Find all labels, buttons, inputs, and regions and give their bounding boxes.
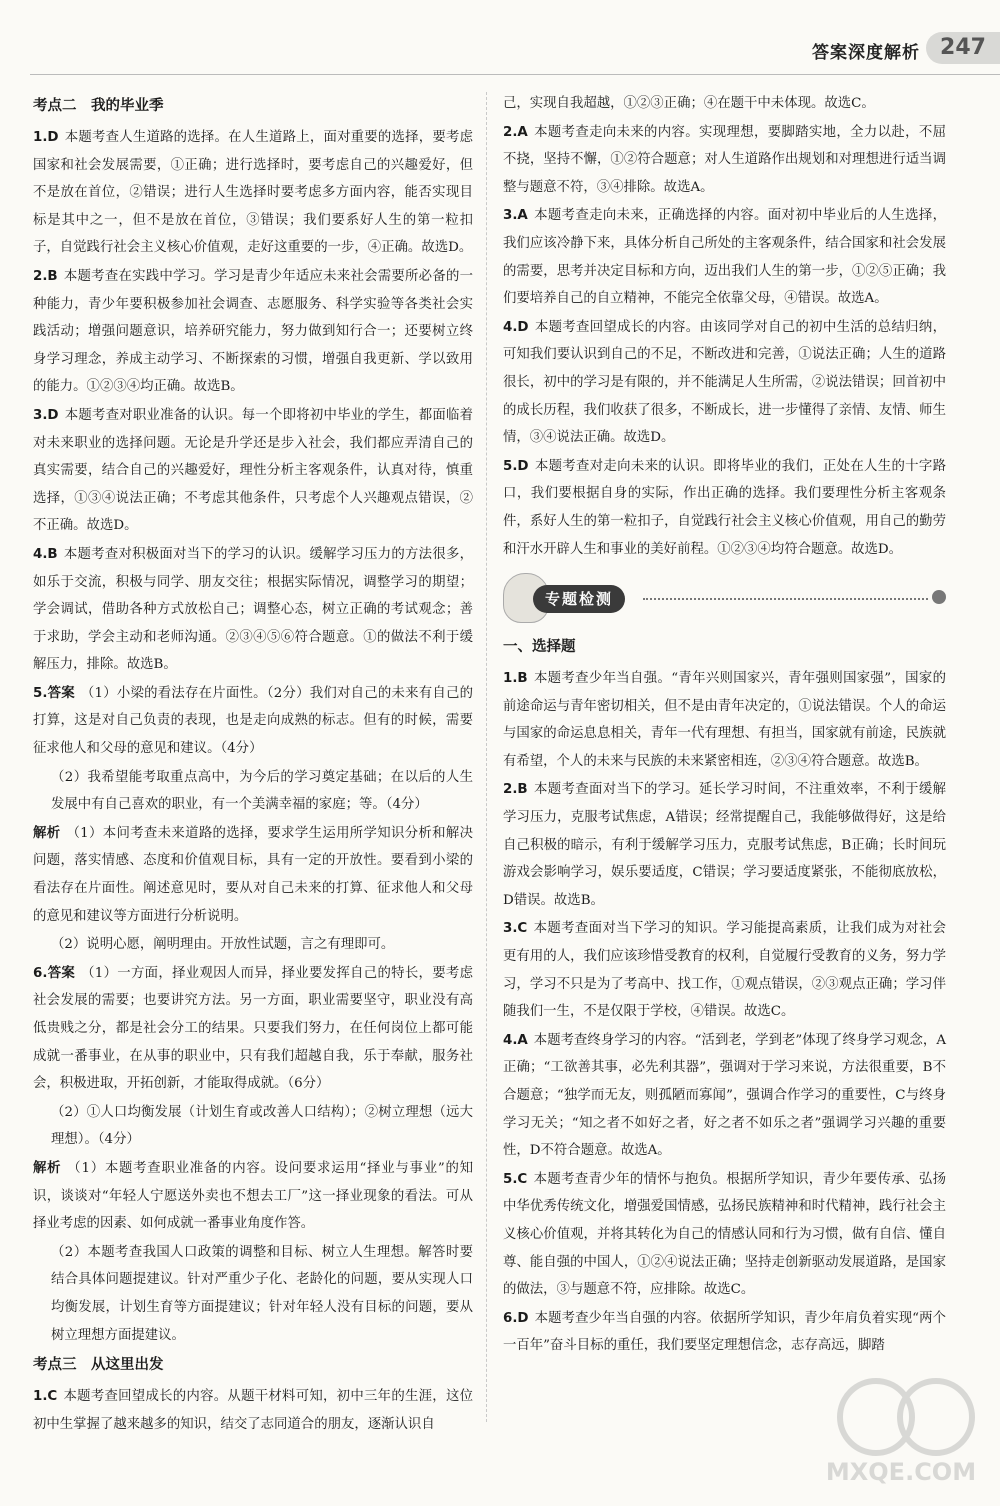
answer-text: 本题考查对积极面对当下的学习的认识。缓解学习压力的方法很多，如乐于交流，积极与同学、朋友交往；根据实际情况，调整学习的期望；学会调试，借助各种方式放松自己；调整心态，树立正确的考试观念；善于求助，学会主动和老师沟通。②③④⑤⑥符合题意。①的做法不利于缓解压力，排除。故选B。 (33, 546, 473, 673)
answer-item (503, 776, 946, 914)
answer-label: 2.B (33, 268, 58, 284)
answer-item (503, 90, 946, 118)
answer-text: 本题考查走向未来的内容。实现理想，要脚踏实地，全力以赴，不屈不挠，坚持不懈，①②符合题意；对人生道路作出规划和对理想进行适当调整与题意不符，③④排除。故选A。 (503, 124, 946, 195)
page-header (0, 30, 1000, 70)
answer-item (503, 314, 946, 452)
answer-item (33, 263, 473, 401)
answer-label: 4.B (33, 546, 58, 562)
right-bottom-items (503, 665, 946, 1360)
answer-text: 本题考查回望成长的内容。由该同学对自己的初中生活的总结归纳，可知我们要认识到自己的不足，不断改进和完善，①说法正确；人生的道路很长，初中的学习是有限的，并不能满足人生所需，②说法错误；回首初中的成长历程，我们收获了很多，不断成长，进一步懂得了亲情、友情、师生情，③④说法正确。故选D。 (503, 319, 946, 446)
header-rule (30, 74, 1000, 75)
answer-text: （2）我希望能考取重点高中，为今后的学习奠定基础；在以后的人生发展中有自己喜欢的职业，有一个美满幸福的家庭；等。（4分） (51, 769, 473, 813)
answer-text: 本题考查在实践中学习。学习是青少年适应未来社会需要所必备的一种能力，青少年要积极参加社会调查、志愿服务、科学实验等各类社会实践活动；增强问题意识，培养研究能力，努力做到知行合一；还要树立终身学习理念，养成主动学习、不断探索的习惯，增强自我更新、学以致用的能力。①②③④均正确。故选B。 (33, 268, 473, 395)
section-title: 考点三 从这里出发 (33, 1357, 164, 1374)
answer-text: （2）①人口均衡发展（计划生育或改善人口结构）；②树立理想（远大理想）。（4分） (51, 1104, 473, 1148)
answer-label: 3.D (33, 407, 59, 423)
answer-item (503, 119, 946, 202)
answer-label: 1.C (33, 1389, 58, 1405)
answer-label: 4.D (503, 319, 529, 335)
answer-item (503, 453, 946, 563)
answer-item (33, 960, 473, 1098)
answer-text: 本题考查青少年的情怀与抱负。根据所学知识，青少年要传承、弘扬中华优秀传统文化，增强爱国情感，弘扬民族精神和时代精神，践行社会主义核心价值观，并将其转化为自己的情感认同和行为习惯，做有自信、懂自尊、能自强的中国人，①②④说法正确；坚持走创新驱动发展道路，是国家的做法，③与题意不符，应排除。故选C。 (503, 1171, 946, 1298)
answer-item (33, 1383, 473, 1438)
answer-text: 本题考查对走向未来的认识。即将毕业的我们，正处在人生的十字路口，我们要根据自身的实际，作出正确的选择。我们要理性分析主客观条件，系好人生的第一粒扣子，自觉践行社会主义核心价值观，用自己的勤劳和汗水开辟人生和事业的美好前程。①②③④均符合题意。故选D。 (503, 458, 946, 557)
answer-label: 解析 (33, 1160, 62, 1176)
answer-text: （1）本问考查未来道路的选择，要求学生运用所学知识分析和解决问题，落实情感、态度和价值观目标，具有一定的开放性。要看到小梁的看法存在片面性。阐述意见时，要从对自己未来的打算、征求他人和父母的意见和建议等方面进行分析说明。 (33, 825, 473, 924)
answer-item (33, 124, 473, 262)
answer-item (33, 1099, 473, 1154)
answer-text: （2）说明心愿，阐明理由。开放性试题，言之有理即可。 (51, 937, 395, 953)
answer-text: （1）本题考查职业准备的内容。设问要求运用“择业与事业”的知识，谈谈对“年轻人宁愿送外卖也不想去工厂”这一择业现象的看法。可从择业考虑的因素、如何成就一番事业角度作答。 (33, 1160, 473, 1232)
answer-text: 本题考查少年当自强。“青年兴则国家兴，青年强则国家强”，国家的前途命运与青年密切相关，但不是由青年决定的，①说法错误。个人的命运与国家的命运息息相关，青年一代有理想、有担当，国家就有前途，民族就有希望，个人的未来与民族的未来紧密相连，②③④符合题意。故选B。 (503, 671, 946, 769)
answer-text: 己，实现自我超越，①②③正确；④在题干中未体现。故选C。 (503, 96, 875, 111)
answer-item (33, 820, 473, 930)
section-banner (503, 571, 946, 627)
answer-text: 本题考查面对当下的学习。延长学习时间，不注重效率，不利于缓解学习压力，克服考试焦虑，A错误；经常提醒自己，我能够做得好，这是给自己积极的暗示，有利于缓解学习压力，克服考试焦虑，B正确；长时间玩游戏会影响学习，娱乐要适度，C错误；学习要适度紧张，不能彻底放松，D错误。故选B。 (503, 782, 946, 908)
answer-label: 5.C (503, 1171, 528, 1187)
banner-label: 专题检测 (533, 585, 625, 613)
banner-dotted-line (643, 598, 928, 600)
answer-label: 解析 (33, 825, 61, 841)
section-title: 考点二 我的毕业季 (33, 98, 164, 114)
header-title: 答案深度解析 (812, 43, 920, 63)
answer-text: 本题考查少年当自强的内容。依据所学知识，青少年肩负着实现“两个一百年”奋斗目标的重任，我们要坚定理想信念，志存高远，脚踏 (503, 1310, 946, 1354)
answer-text: 本题考查走向未来，正确选择的内容。面对初中毕业后的人生选择，我们应该冷静下来，具体分析自己所处的主客观条件，结合国家和社会发展的需要，思考并决定目标和方向，迈出我们人生的第一步，①②⑤正确；我们要培养自己的自立精神，不能完全依靠父母，④错误。故选A。 (503, 208, 946, 307)
watermark-text: MXQE.COM (825, 1458, 977, 1486)
answer-item (33, 402, 473, 540)
answer-item (503, 1166, 946, 1304)
answer-text: （2）本题考查我国人口政策的调整和目标、树立人生理想。解答时要结合具体问题提建议。针对严重少子化、老龄化的问题，要从实现人口均衡发展，计划生育等方面提建议；针对年轻人没有目标的问题，要从树立理想方面提建议。 (51, 1244, 473, 1343)
answer-label: 6.D (503, 1310, 529, 1326)
answer-item (503, 915, 946, 1025)
answer-text: 本题考查人生道路的选择。在人生道路上，面对重要的选择，要考虑国家和社会发展需要，①正确；进行选择时，要考虑自己的兴趣爱好，但不是放在首位，②错误；进行人生选择时要考虑多方面内容，能否实现目标是其中之一，但不是放在首位，③错误；我们要系好人生的第一粒扣子，自觉践行社会主义核心价值观，走好这重要的一步，④正确。故选D。 (33, 130, 473, 256)
answer-text: 本题考查回望成长的内容。从题干材料可知，初中三年的生涯，这位初中生掌握了越来越多的知识，结交了志同道合的朋友，逐渐认识自 (33, 1389, 473, 1432)
watermark-logo (816, 1372, 986, 1492)
answer-item (33, 931, 473, 959)
answer-text: （1）小梁的看法存在片面性。（2分）我们对自己的未来有自己的打算，这是对自己负责的表现，也是走向成熟的标志。但有的时候，需要征求他人和父母的意见和建议。（4分） (33, 685, 474, 757)
answer-text: 本题考查对职业准备的认识。每一个即将初中毕业的学生，都面临着对未来职业的选择问题。无论是升学还是步入社会，我们都应弄清自己的真实需要，结合自己的兴趣爱好，理性分析主客观条件，认真对待，慎重选择，①③④说法正确；不考虑其他条件，只考虑个人兴趣观点错误，②不正确。故选D。 (33, 407, 473, 534)
right-top-items (503, 90, 946, 563)
answer-item (503, 202, 946, 312)
answer-label: 1.D (33, 130, 59, 145)
answer-text: 本题考查终身学习的内容。“活到老，学到老”体现了终身学习观念，A正确；“工欲善其事，必先利其器”，强调对于学习来说，方法很重要，B不合题意；“独学而无友，则孤陋而寡闻”，强调合作学习的重要性，C与终身学习无关；“知之者不如好之者，好之者不如乐之者”强调学习兴趣的重要性，D不符合题意。故选A。 (503, 1032, 946, 1159)
answer-label: 3.A (503, 208, 528, 224)
answer-label: 5.D (503, 458, 529, 474)
answer-text: 本题考查面对当下学习的知识。学习能提高素质，让我们成为对社会更有用的人，我们应该珍惜受教育的权利，自觉履行受教育的义务，努力学习，学习不只是为了考高中、找工作，①观点错误，②③观点正确；学习伴随我们一生，不是仅限于学校，④错误。故选C。 (503, 921, 946, 1020)
left-column (33, 90, 473, 1439)
section-title-choice: 一、选择题 (503, 639, 576, 656)
answer-label: 2.B (503, 782, 528, 798)
answer-label: 6.答案 (33, 965, 76, 981)
page-number: 247 (926, 32, 1000, 64)
answer-item (503, 1027, 946, 1165)
answer-label: 4.A (503, 1032, 528, 1048)
answer-item (33, 1155, 473, 1238)
right-column (503, 90, 946, 1361)
answer-item (503, 1305, 946, 1360)
banner-end-dot-icon (932, 590, 946, 604)
column-divider (486, 92, 487, 1422)
answer-label: 5.答案 (33, 685, 75, 701)
answer-item (33, 541, 473, 679)
answer-item (33, 1239, 473, 1349)
answer-label: 1.B (503, 671, 528, 687)
answer-label: 3.C (503, 921, 528, 937)
answer-text: （1）一方面，择业观因人而异，择业要发挥自己的特长，要考虑社会发展的需要；也要讲究方法。另一方面，职业需要坚守，职业没有高低贵贱之分，都是社会分工的结果。只要我们努力，在任何岗位上都可能成就一番事业，在从事的职业中，只有我们超越自我，乐于奉献，服务社会，积极进取，开拓创新，才能取得成就。（6分） (33, 965, 473, 1092)
answer-item (503, 665, 946, 775)
answer-item (33, 764, 473, 819)
answer-item (33, 680, 473, 763)
answer-label: 2.A (503, 124, 528, 140)
